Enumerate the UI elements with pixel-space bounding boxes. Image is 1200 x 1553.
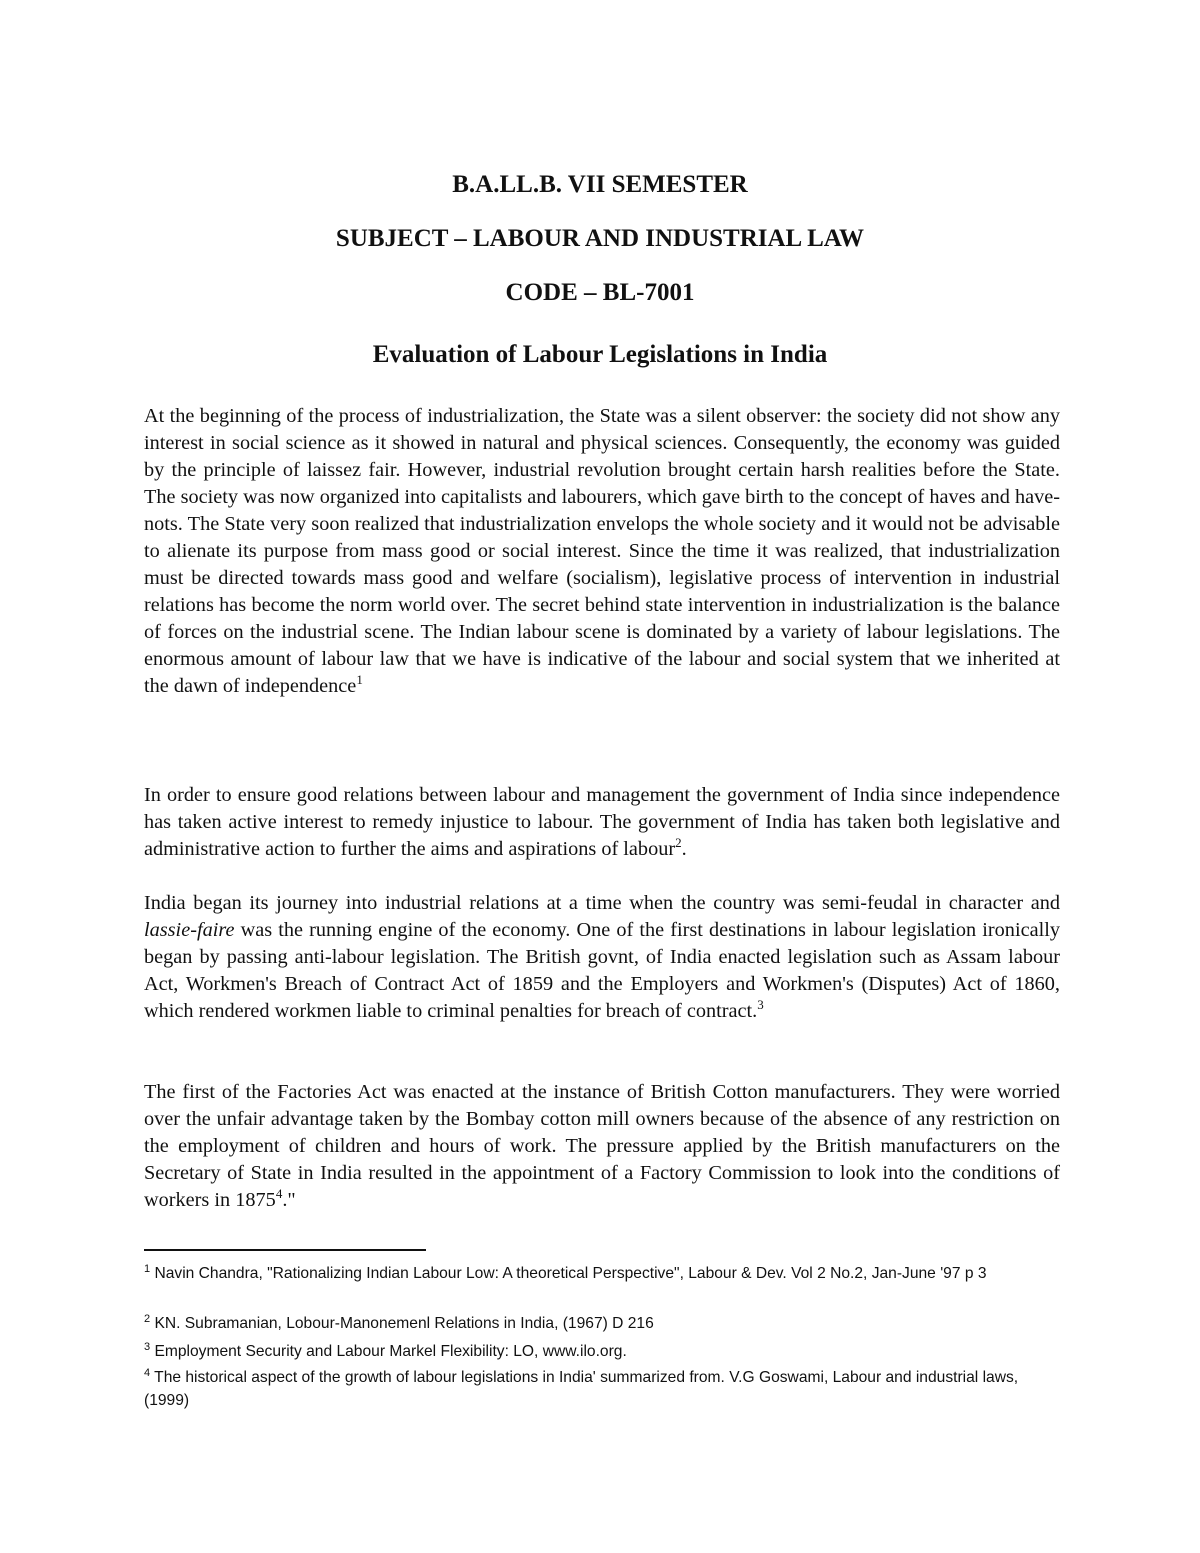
footnote-number: 2 — [144, 1312, 151, 1325]
footnote-text: The historical aspect of the growth of labour legislations in India' summarized from. V.G Goswami, Labour and industrial laws,(1999) — [144, 1369, 1019, 1409]
paragraph-2-text: In order to ensure good relations between labour and management the government of India since independence has taken active interest to remedy injustice to labour. The government of India has taken both legislative and administrative action to further the aims and aspirations of labour — [144, 784, 1060, 860]
footnote-4 — [144, 1366, 1060, 1412]
paragraph-3 — [144, 890, 1060, 1025]
paragraph-1 — [144, 403, 1060, 700]
footnote-ref-2: 2 — [675, 835, 682, 851]
document-title: Evaluation of Labour Legislations in India — [372, 341, 828, 368]
code-heading: CODE – BL-7001 — [505, 279, 695, 306]
footnote-separator — [144, 1249, 426, 1251]
paragraph-4 — [144, 1079, 1060, 1214]
paragraph-2-end: . — [681, 838, 687, 860]
footnote-3 — [144, 1340, 1060, 1363]
footnote-ref-1: 1 — [356, 672, 363, 688]
footnote-ref-4: 4 — [275, 1186, 283, 1202]
paragraph-3-italic-term: lassie-faire — [144, 919, 235, 941]
footnote-number: 3 — [144, 1340, 151, 1353]
course-heading: B.A.LL.B. VII SEMESTER — [452, 171, 748, 198]
subject-heading: SUBJECT – LABOUR AND INDUSTRIAL LAW — [335, 225, 865, 252]
footnote-text: Employment Security and Labour Markel Flexibility: LO, www.ilo.org. — [150, 1343, 627, 1360]
footnote-number: 1 — [144, 1262, 151, 1275]
paragraph-2 — [144, 782, 1060, 863]
paragraph-4-end: ." — [282, 1189, 296, 1211]
paragraph-3-text-after: was the running engine of the economy. One of the first destinations in labour legislation ironically began by passing anti-labour legislation. The British govnt, of India enacted legislation such as Assam labour Act, Workmen's Breach of Contract Act of 1859 and the Employers and Workmen's (Disputes) Act of 1860, which rendered workmen liable to criminal penalties for breach of contract. — [144, 919, 1060, 1022]
footnote-ref-3: 3 — [757, 997, 764, 1013]
footnote-1 — [144, 1262, 1060, 1285]
footnote-number: 4 — [144, 1366, 151, 1379]
footnote-2 — [144, 1312, 1060, 1335]
paragraph-4-text: The first of the Factories Act was enacted at the instance of British Cotton manufacturers. They were worried over the unfair advantage taken by the Bombay cotton mill owners because of the absence of any restriction on the employment of children and hours of work. The pressure applied by the British manufacturers on the Secretary of State in India resulted in the appointment of a Factory Commission to look into the conditions of workers in 1875 — [144, 1081, 1060, 1211]
paragraph-3-text-before: India began its journey into industrial relations at a time when the country was semi-feudal in character and — [144, 892, 1060, 914]
footnote-text: Navin Chandra, "Rationalizing Indian Labour Low: A theoretical Perspective", Labour & Dev. Vol 2 No.2, Jan-June '97 p 3 — [150, 1265, 987, 1282]
paragraph-1-text: At the beginning of the process of industrialization, the State was a silent observer: the society did not show any interest in social science as it showed in natural and physical sciences. Consequently, the economy was guided by the principle of laissez fair. However, industrial revolution brought certain harsh realities before the State. The society was now organized into capitalists and labourers, which gave birth to the concept of haves and have-nots. The State very soon realized that industrialization envelops the whole society and it would not be advisable to alienate its purpose from mass good or social interest. Since the time it was realized, that industrialization must be directed towards mass good and welfare (socialism), legislative process of intervention in industrial relations has become the norm world over. The secret behind state intervention in industrialization is the balance of forces on the industrial scene. The Indian labour scene is dominated by a variety of labour legislations. The enormous amount of labour law that we have is indicative of the labour and social system that we inherited at the dawn of independence — [144, 405, 1060, 697]
footnote-text: KN. Subramanian, Lobour-Manonemenl Relations in India, (1967) D 216 — [150, 1315, 654, 1332]
